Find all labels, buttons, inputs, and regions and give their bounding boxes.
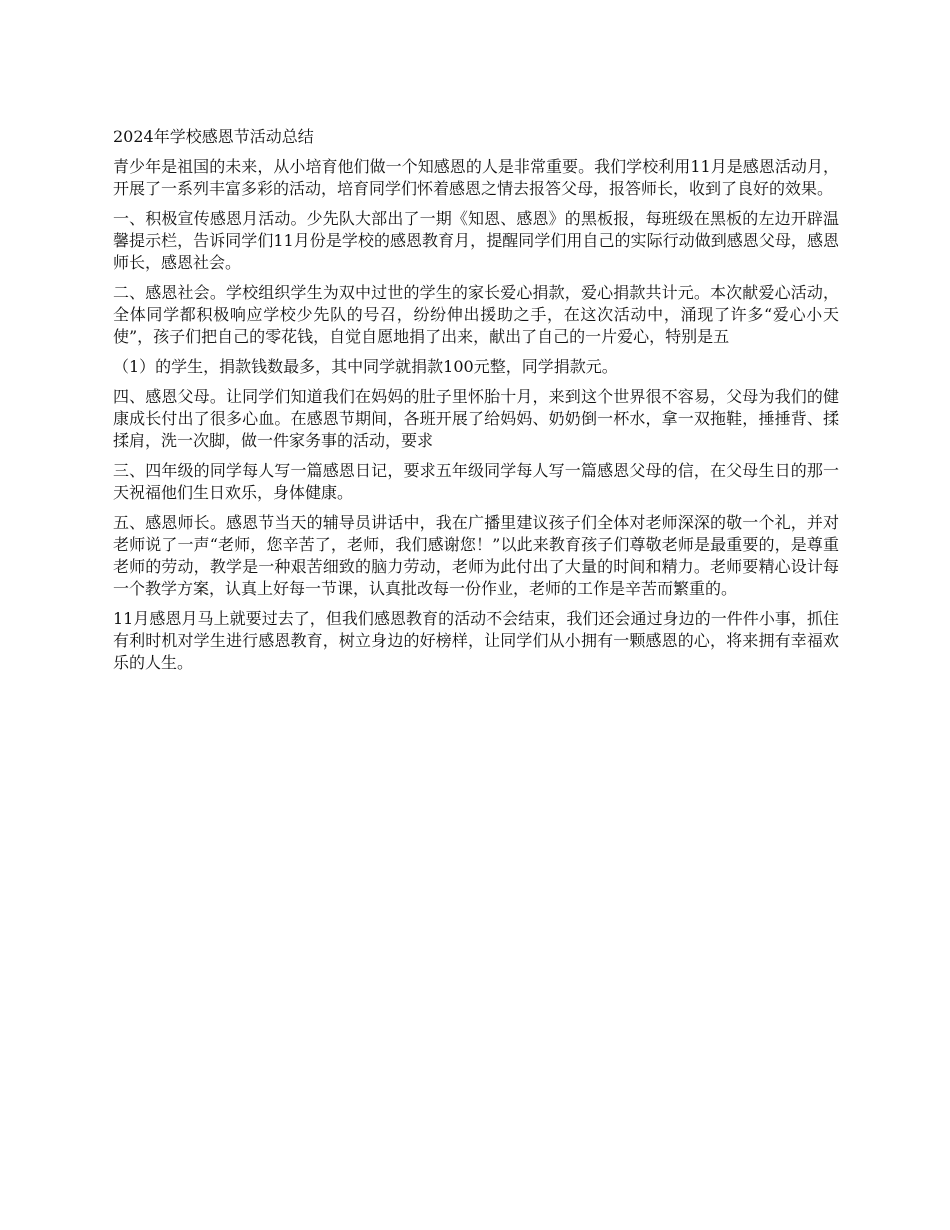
paragraph-section-2-continued: （1）的学生，捐款钱数最多，其中同学就捐款100元整，同学捐款元。 (113, 357, 618, 376)
document-page (113, 126, 839, 682)
paragraph-section-2: 二、感恩社会。学校组织学生为双中过世的学生的家长爱心捐款，爱心捐款共计元。本次献爱心活动，全体同学都积极响应学校少先队的号召，纷纷伸出援助之手，在这次活动中，涌现了许多“爱心小天使”，孩子们把自己的零花钱，自觉自愿地捐了出来，献出了自己的一片爱心，特别是五 (113, 283, 839, 346)
paragraph-section-5: 五、感恩师长。感恩节当天的辅导员讲话中，我在广播里建议孩子们全体对老师深深的敬一个礼，并对老师说了一声“老师，您辛苦了，老师，我们感谢您！”以此来教育孩子们尊敬老师是最重要的，是尊重老师的劳动，教学是一种艰苦细致的脑力劳动，老师为此付出了大量的时间和精力。老师要精心设计每一个教学方案，认真上好每一节课，认真批改每一份作业，老师的工作是辛苦而繁重的。 (113, 513, 839, 598)
paragraph-section-4: 四、感恩父母。让同学们知道我们在妈妈的肚子里怀胎十月，来到这个世界很不容易，父母为我们的健康成长付出了很多心血。在感恩节期间，各班开展了给妈妈、奶奶倒一杯水，拿一双拖鞋，捶捶背、揉揉肩，洗一次脚，做一件家务事的活动，要求 (113, 387, 839, 450)
paragraph-section-4-continued: 三、四年级的同学每人写一篇感恩日记，要求五年级同学每人写一篇感恩父母的信，在父母生日的那一天祝福他们生日欢乐，身体健康。 (113, 461, 839, 502)
paragraph-conclusion: 11月感恩月马上就要过去了，但我们感恩教育的活动不会结束，我们还会通过身边的一件件小事，抓住有利时机对学生进行感恩教育，树立身边的好榜样，让同学们从小拥有一颗感恩的心，将来拥有幸福欢乐的人生。 (113, 609, 839, 672)
paragraph-section-1: 一、积极宣传感恩月活动。少先队大部出了一期《知恩、感恩》的黑板报，每班级在黑板的左边开辟温馨提示栏，告诉同学们11月份是学校的感恩教育月，提醒同学们用自己的实际行动做到感恩父母，感恩师长，感恩社会。 (113, 209, 839, 272)
document-title: 2024年学校感恩节活动总结 (113, 127, 314, 146)
paragraph-intro: 青少年是祖国的未来，从小培育他们做一个知感恩的人是非常重要。我们学校利用11月是感恩活动月，开展了一系列丰富多彩的活动，培育同学们怀着感恩之情去报答父母，报答师长，收到了良好的效果。 (113, 157, 839, 198)
